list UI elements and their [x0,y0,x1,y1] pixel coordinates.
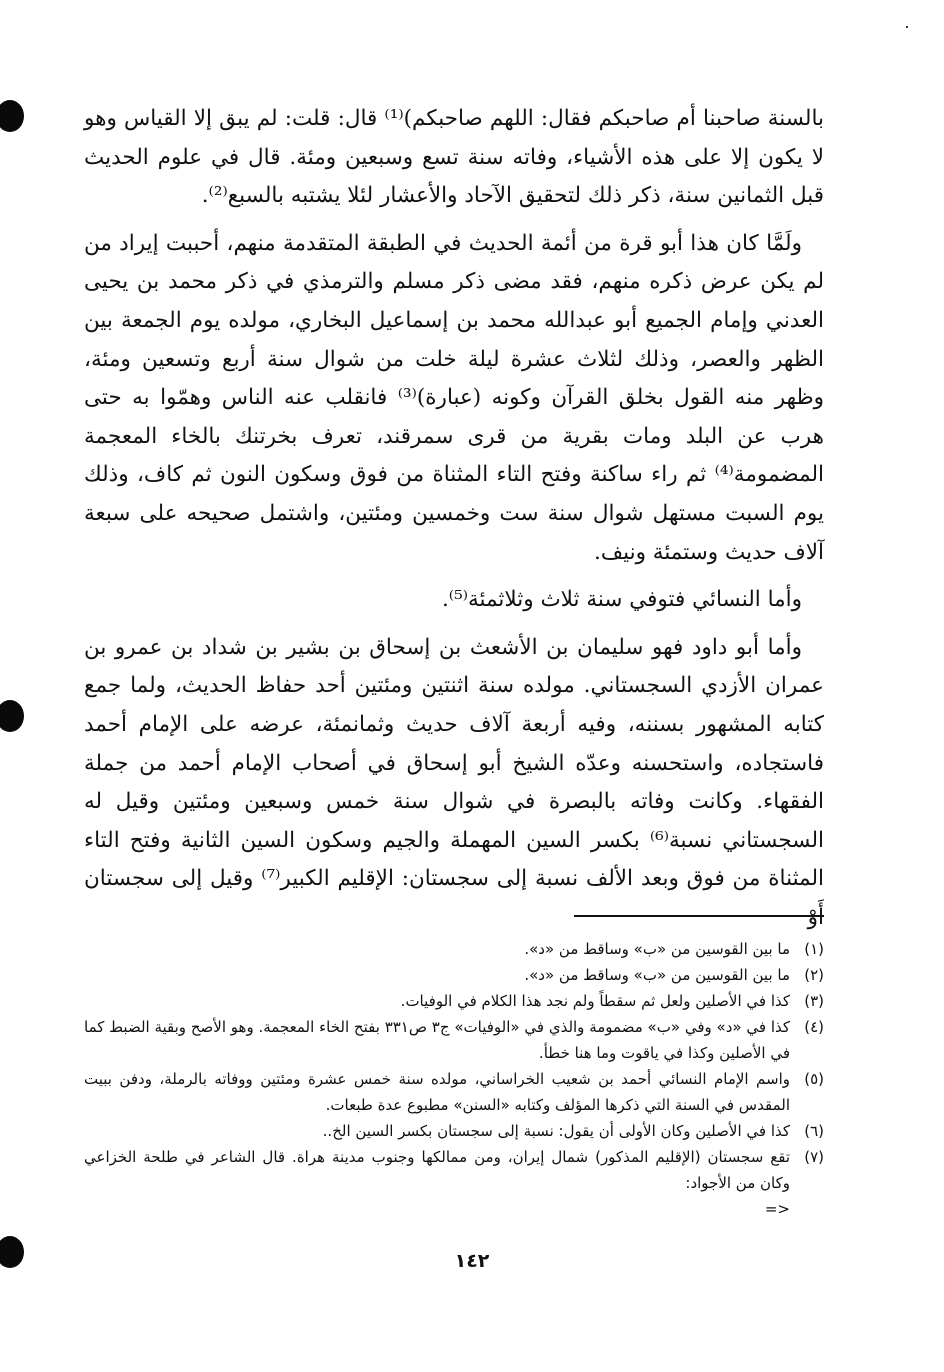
paragraph: وأما أبو داود فهو سليمان بن الأشعث بن إسحاق بن بشير بن شداد بن عمرو بن عمران الأزدي السجستاني. مولده سنة اثنتين ومئتين أحد حفاظ الحديث، ولما جمع كتابه المشهور بسننه، وفيه أربعة آلاف حديث وثمانمئة، عرضه على الإمام أحمد فاستجاده، واستحسنه وعدّه الشيخ أبو إسحاق في أصحاب الإمام أحمد من جملة الفقهاء. وكانت وفاته بالبصرة في شوال سنة خمس وسبعين ومئتين وقيل له السجستاني نسبة⁽⁶⁾ بكسر السين المهملة والجيم وسكون السين الثانية وفتح التاء المثناة من فوق وبعد الألف نسبة إلى سجستان: الإقليم الكبير⁽⁷⁾ وقيل إلى سجستان أَوْ [84,634,825,930]
footnote-text: كذا في «د» وفي «ب» مضمومة والذي في «الوفيات» ج٣ ص٣٣١ بفتح الخاء المعجمة. وهو الأصح وبقية الضبط كما في الأصلين وكذا في ياقوت وما هنا خطأ. [84,1018,791,1062]
footnote-text: ما بين القوسين من «ب» وساقط من «د». [524,940,790,958]
continued-marker: => [764,1200,790,1218]
footnote-text: تقع سجستان (الإقليم المذكور) شمال إيران، ومن ممالكها وجنوب مدينة هراة. قال الشاعر في طلحة الخزاعي وكان من الأجواد: [84,1148,790,1192]
footnote [84,1118,824,1144]
footnote-text: واسم الإمام النسائي أحمد بن شعيب الخراساني، مولده سنة خمس عشرة ومئتين ووفاته بالرملة، ودفن ببيت المقدس في السنة التي ذكرها المؤلف وكتابه «السنن» مطبوع عدة طبعات. [84,1070,790,1114]
footnote [84,1144,824,1222]
footnote-number: (٧) [804,1148,824,1166]
binding-hole [0,100,24,132]
footnote-text: ما بين القوسين من «ب» وساقط من «د». [524,966,790,984]
scan-speck [906,26,908,28]
footnote [84,936,824,962]
footnote-text: كذا في الأصلين وكان الأولى أن يقول: نسبة إلى سجستان بكسر السين الخ.. [322,1122,790,1140]
footnote-number: (٣) [804,992,824,1010]
footnote-number: (٦) [804,1122,824,1140]
paragraph: وأما النسائي فتوفي سنة ثلاث وثلاثمئة⁽⁵⁾. [441,587,802,613]
paragraph: بالسنة صاحبنا أم صاحبكم فقال: اللهم صاحبكم)⁽¹⁾ قال: قلت: لم يبق إلا القياس وهو لا يكون إلا على هذه الأشياء، وفاته سنة تسع وسبعين ومئة. قال في علوم الحديث قبل الثمانين سنة، ذكر ذلك لتحقيق الآحاد والأعشار لئلا يشتبه بالسبع⁽²⁾. [84,106,825,209]
paragraph: ولَمَّا كان هذا أبو قرة من أئمة الحديث في الطبقة المتقدمة منهم، أحببت إيراد من لم يكن عرض ذكره منهم، فقد مضى ذكر مسلم والترمذي في ذكر محمد بن يحيى العدني وإمام الجميع أبو عبدالله محمد بن إسماعيل البخاري، مولده يوم الجمعة بين الظهر والعصر، وذلك لثلاث عشرة ليلة خلت من شوال سنة أربع وتسعين ومئة، وظهر منه القول بخلق القرآن وكونه (عبارة)⁽³⁾ فانقلب عنه الناس وهمّوا به حتى هرب عن البلد ومات بقرية من قرى سمرقند، تعرف بخرتنك بالخاء المعجمة المضمومة⁽⁴⁾ ثم راء ساكنة وفتح التاء المثناة من فوق وسكون النون ثم كاف، وذلك يوم السبت مستهل شوال سنة ست وخمسين ومئتين، واشتمل صحيحه على سبعة آلاف حديث وستمئة ونيف. [84,230,824,565]
footnote-number: (٥) [804,1070,824,1088]
footnote-number: (٤) [804,1018,824,1036]
footnote-number: (٢) [804,966,824,984]
footnotes-list [84,936,824,1222]
footnote-body [84,1144,790,1222]
main-text [84,100,824,946]
footnote [84,988,824,1014]
footnote [84,1014,824,1066]
footnote [84,1066,824,1118]
page-number: ١٤٢ [454,1250,490,1272]
footnote-number: (١) [804,940,824,958]
binding-hole [0,700,24,732]
footnote [84,962,824,988]
footnote-text: كذا في الأصلين ولعل ثم سقطاً ولم نجد هذا الكلام في الوفيات. [400,992,790,1010]
footnote-separator [574,915,824,917]
